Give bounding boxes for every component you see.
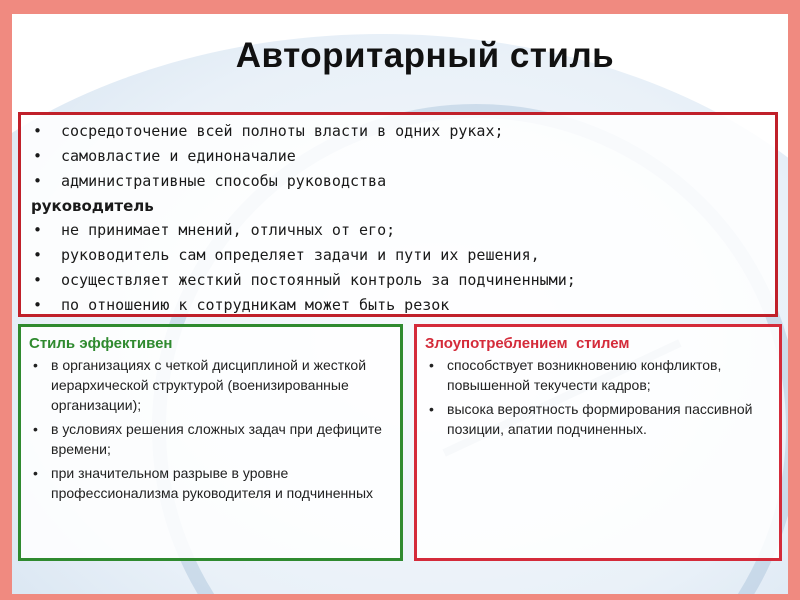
effective-heading: Стиль эффективен	[29, 335, 173, 352]
effective-list	[29, 355, 392, 503]
abuse-list	[425, 355, 771, 439]
leader-subheading: руководитель	[31, 197, 154, 215]
effective-box	[18, 324, 403, 561]
list-item: • высока вероятность формирования пассивной позиции, апатии подчиненных.	[425, 399, 771, 439]
list-item: • в условиях решения сложных задач при дефиците времени;	[29, 419, 392, 459]
abuse-box	[414, 324, 782, 561]
slide-title: Авторитарный стиль	[235, 36, 615, 75]
list-item: • в организациях с четкой дисциплиной и жесткой иерархической структурой (военизированные организации);	[29, 355, 392, 415]
list-item: • сосредоточение всей полноты власти в одних руках;	[31, 119, 765, 144]
characteristics-list	[31, 119, 765, 194]
leader-list	[31, 218, 765, 318]
list-item: • самовластие и единоначалие	[31, 144, 765, 169]
list-item: • руководитель сам определяет задачи и пути их решения,	[31, 243, 765, 268]
list-item: • административные способы руководства	[31, 169, 765, 194]
list-item: • по отношению к сотрудникам может быть резок	[31, 293, 765, 318]
list-item: • способствует возникновению конфликтов, повышенной текучести кадров;	[425, 355, 771, 395]
characteristics-box	[18, 112, 778, 317]
abuse-heading: Злоупотреблением стилем	[425, 335, 630, 352]
list-item: • не принимает мнений, отличных от его;	[31, 218, 765, 243]
list-item: • при значительном разрыве в уровне профессионализма руководителя и подчиненных	[29, 463, 392, 503]
list-item: • осуществляет жесткий постоянный контроль за подчиненными;	[31, 268, 765, 293]
